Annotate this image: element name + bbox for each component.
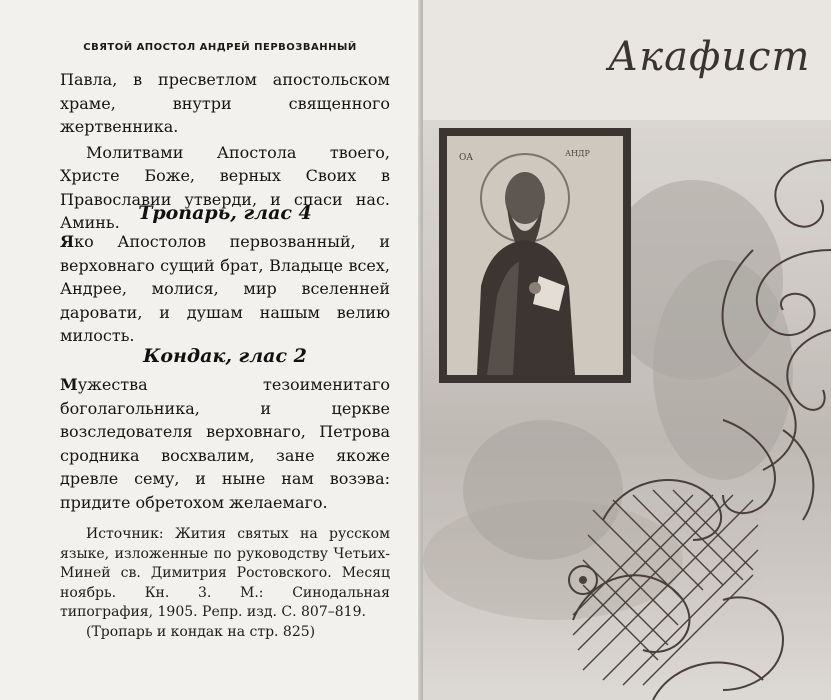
- source-page-reference: (Тропарь и кондак на стр. 825): [86, 623, 316, 640]
- svg-text:АНДР: АНДР: [565, 149, 590, 158]
- source-note: [60, 525, 390, 642]
- troparion-heading: Тропарь, глас 4: [138, 202, 312, 224]
- intro-paragraph-2: Молитвами Апостола твоего, Христе Боже, верных Своих в Православии утверди, и спаси нас. Аминь.: [60, 142, 390, 232]
- troparion-body: ко Апостолов первозванный, и верховнаго сущий брат, Владыце всех, Андрее, молися, мир вселенней даровати, и душам нашым велию милость.: [60, 232, 390, 345]
- intro-paragraph-1: Павла, в пресветлом апостольском храме, внутри священного жертвенника.: [60, 70, 390, 136]
- kontakion-text: [60, 373, 390, 514]
- right-page: [423, 0, 831, 700]
- troparion-text: [60, 230, 390, 348]
- akathist-title: Акафист: [608, 34, 811, 80]
- troparion-initial: Я: [60, 232, 75, 251]
- kontakion-body: ужества тезоименитаго боголагольника, и церкве возследователя верховнаго, Петрова сродника восхвалим, зане якоже древле сему, и ныне нам возэва: придите обретохом желаемаго.: [60, 375, 390, 512]
- scroll-lattice-ornament: [423, 0, 831, 700]
- svg-text:ΟΑ: ΟΑ: [459, 153, 473, 163]
- kontakion-initial: М: [60, 375, 78, 394]
- source-citation: Источник: Жития святых на русском языке, изложенные по руководству Четьих-Миней св. Димитрия Ростовского. Месяц ноябрь. Кн. 3. М.: Синодальная типография, 1905. Репр. изд. С. 807–819.: [60, 526, 390, 620]
- kontakion-heading: Кондак, глас 2: [143, 345, 307, 367]
- running-head: СВЯТОЙ АПОСТОЛ АНДРЕЙ ПЕРВОЗВАННЫЙ: [83, 42, 357, 53]
